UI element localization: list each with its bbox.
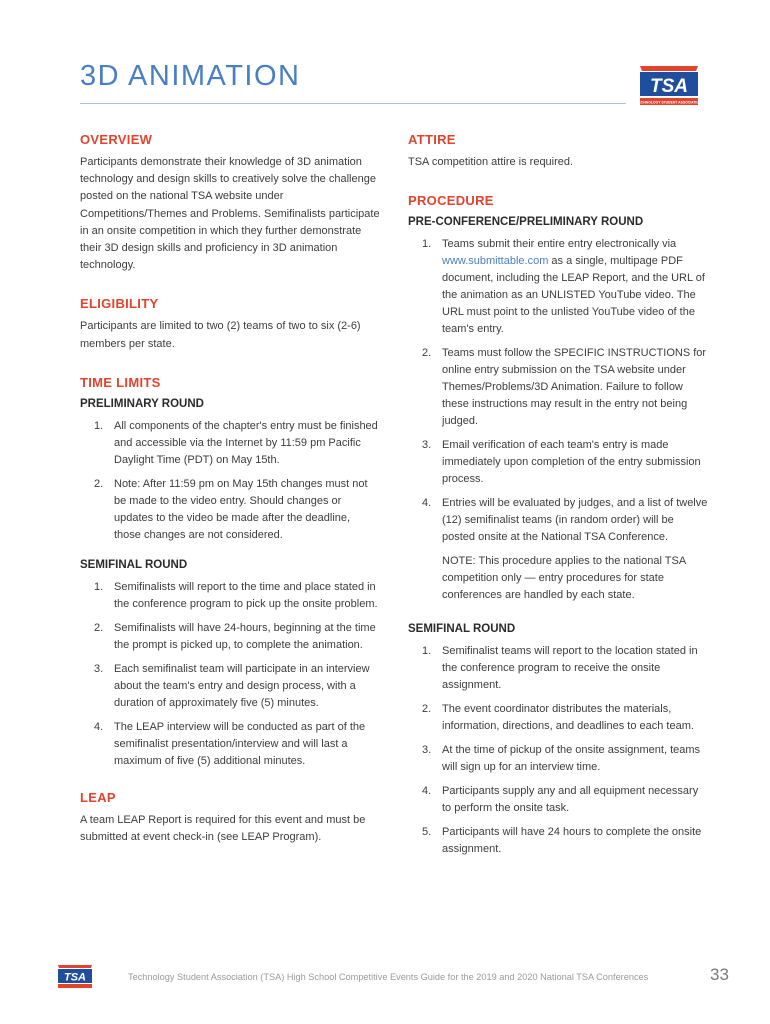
procedure-heading: PROCEDURE [408, 193, 494, 209]
time-limits-section [80, 375, 380, 770]
list-item: 4. The LEAP interview will be conducted as part of the semifinalist presentation/interview and will last a maximum of five (5) additional minutes. [94, 720, 366, 767]
left-column [80, 132, 380, 846]
right-column [408, 132, 708, 865]
eligibility-text: Participants are limited to two (2) teams of two to six (2-6) members per state. [80, 320, 361, 350]
list-item: 5. Participants will have 24 hours to complete the onsite assignment. [422, 826, 702, 856]
attire-text: TSA competition attire is required. [408, 156, 574, 168]
page-number: 33 [710, 965, 729, 984]
eligibility-section [80, 296, 380, 352]
list-item: 3. Each semifinalist team will participate in an interview about the team's entry and design process, with a duration of approximately five (5) minutes. [94, 662, 370, 709]
footer-tsa-logo [56, 964, 94, 990]
leap-section [80, 790, 380, 846]
time-limits-heading: TIME LIMITS [80, 374, 161, 390]
overview-section [80, 132, 380, 274]
overview-text: Participants demonstrate their knowledge of 3D animation technology and design skills to creatively solve the challenge posted on the national TSA website under Competitions/Themes and Problems. Semifinalists participate in an onsite competition in which they further demonstrate their 3D design skills and proficiency in 3D animation technology. [80, 156, 380, 272]
list-item: 3. At the time of pickup of the onsite assignment, teams will sign up for an interview time. [422, 744, 701, 774]
semifinal-round-heading: SEMIFINAL ROUND [80, 558, 188, 571]
footer-text: Technology Student Association (TSA) High School Competitive Events Guide for the 2019 and 2020 National TSA Conferences [128, 972, 649, 982]
preconference-round-heading: PRE-CONFERENCE/PRELIMINARY ROUND [408, 216, 644, 229]
list-item: 2. Semifinalists will have 24-hours, beginning at the time the prompt is picked up, to complete the animation. [94, 621, 376, 651]
preliminary-round-heading: PRELIMINARY ROUND [80, 397, 204, 410]
procedure-semifinal-list [422, 643, 708, 858]
attire-heading: ATTIRE [408, 132, 456, 147]
svg-text:TSA: TSA [650, 76, 688, 97]
svg-text:TECHNOLOGY STUDENT ASSOCIATION: TECHNOLOGY STUDENT ASSOCIATION [636, 100, 702, 105]
procedure-semifinal-heading: SEMIFINAL ROUND [408, 623, 516, 636]
overview-heading: OVERVIEW [80, 132, 153, 147]
preliminary-round-list [94, 418, 380, 544]
preconference-round-list [422, 236, 708, 546]
list-item: 3. Email verification of each team's entry is made immediately upon completion of the entry submission process. [422, 439, 701, 486]
procedure-section [408, 193, 708, 858]
list-item: 2. The event coordinator distributes the materials, information, directions, and deadlines to each team. [422, 703, 694, 733]
leap-text: A team LEAP Report is required for this event and must be submitted at event check-in (see LEAP Program). [80, 813, 366, 844]
tsa-logo [636, 64, 702, 108]
eligibility-heading: ELIGIBILITY [80, 296, 159, 312]
page-title: 3D ANIMATION [80, 60, 301, 92]
leap-heading: LEAP [80, 789, 116, 805]
list-item: 1. Semifinalist teams will report to the location stated in the conference program to receive the onsite assignment. [422, 645, 698, 692]
list-item: 4. Participants supply any and all equipment necessary to perform the onsite task. [422, 785, 699, 815]
list-item: 4. Entries will be evaluated by judges, and a list of twelve (12) semifinalist teams (in random order) will be posted onsite at the National TSA Conference. [422, 497, 708, 544]
list-item: 1. All components of the chapter's entry must be finished and accessible via the Internet by 11:59 pm Pacific Daylight Time (PDT) on May 15th. [94, 419, 378, 466]
list-item: 2. Teams must follow the SPECIFIC INSTRUCTIONS for online entry submission on the TSA website under Themes/Problems/3D Animation. Failure to follow these instructions may result in the entry not being judged. [422, 347, 707, 428]
svg-text:TSA: TSA [64, 971, 86, 984]
list-item: 1. Teams submit their entire entry electronically via www.submittable.com as a single, multipage PDF document, including the LEAP Report, and the URL of the animation as an UNLISTED YouTube video. The URL must point to the unlisted YouTube video of the team's entry. [422, 238, 705, 336]
semifinal-round-list [94, 579, 380, 770]
list-item: 1. Semifinalists will report to the time and place stated in the conference program to pick up the onsite problem. [94, 580, 378, 610]
title-divider [80, 103, 626, 104]
attire-section [408, 132, 708, 171]
list-item: 2. Note: After 11:59 pm on May 15th changes must not be made to the video entry. Should changes or updates to the video be made after the deadline, those changes are not considered. [94, 477, 368, 541]
submittable-link[interactable]: www.submittable.com [442, 255, 549, 268]
procedure-note: NOTE: This procedure applies to the national TSA competition only — entry procedures for state conferences are handled by each state. [442, 555, 686, 602]
